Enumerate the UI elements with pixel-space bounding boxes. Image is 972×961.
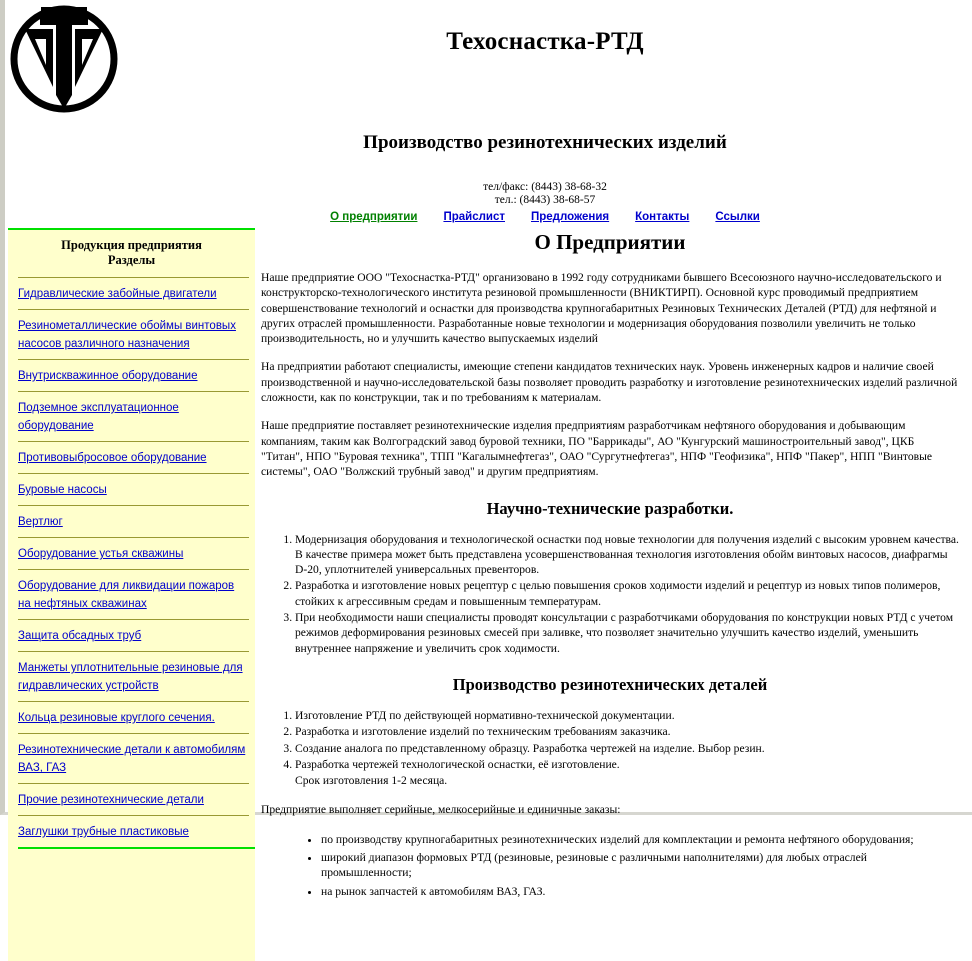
sidebar-link-label[interactable]: Заглушки трубные пластиковые [18,826,189,838]
sidebar-item-detali-vaz-gaz[interactable] [8,734,255,783]
list-item: 1. Модернизация оборудования и технологической оснастки под новые технологии для получения изделий с высоким уровнем качества. В качестве примера может быть представлена усовершенствованная технология изготовления обойм винтовых насосов, диафрагмы D-20, уплотнителей универсальных превенторов. [295,532,959,578]
sidebar [8,228,255,961]
list-item: 1. Изготовление РТД по действующей нормативно-технической документации. [295,708,959,723]
phone-fax-line: тел/факс: (8443) 38-68-32 [483,181,607,193]
sidebar-link-label[interactable]: Кольца резиновые круглого сечения. [18,712,215,724]
orders-lead: Предприятие выполняет серийные, мелкосерийные и единичные заказы: [261,803,621,817]
section-heading-research: Научно-технические разработки. [486,498,734,518]
sidebar-link-label[interactable]: Оборудование для ликвидации пожаров на нефтяных скважинах [18,580,235,610]
sidebar-item-likvidaciya-pozharov[interactable] [8,570,255,619]
sidebar-link-label[interactable]: Оборудование устья скважины [18,548,184,560]
sidebar-title-line2: Разделы [107,253,156,267]
nav-link-offers[interactable]: Предложения [531,211,610,223]
list-item: 3. При необходимости наши специалисты проводят консультации с разработчиками оборудования по конструкции новых РТД с учетом режимов деформирования резиновых смесей при заливке, что позволяет значительно улучшить качество изделий, уменьшить внутреннее напряжение и увеличить срок ходимости. [295,610,959,656]
main-navigation[interactable] [195,211,895,223]
site-subtitle: Производство резинотехнических изделий [363,132,727,153]
list-item: 2. Разработка и изготовление новых рецептур с целью повышения сроков ходимости изделий и рецептур из новых типов полимеров, стойких к агрессивным средам и повышенным температурам. [295,578,959,609]
intro-paragraph-2: На предприятии работают специалисты, имеющие степени кандидатов технических наук. Уровень инженерных кадров и наличие своей производственной и научно-исследовательской базы позволяет проводить разработку и изготовление резинотехнических изделий различной сложности, как по конструкции, так и по требованиям к материалам. [261,360,958,405]
sidebar-link-label[interactable]: Гидравлические забойные двигатели [18,288,217,300]
nav-link-pricelist[interactable]: Прайслист [443,211,505,223]
sidebar-link-label[interactable]: Буровые насосы [18,484,107,496]
sidebar-item-burovye-nasosy[interactable] [8,474,255,505]
sidebar-item-vnutriskvazhinnoe-oborudovanie[interactable] [8,360,255,391]
sidebar-item-gidravlicheskie-dvigateli[interactable] [8,278,255,309]
sidebar-link-label[interactable]: Противовыбросовое оборудование [18,452,207,464]
sidebar-item-manzhety-uplotnitelnye[interactable] [8,652,255,701]
company-logo-icon [8,3,120,115]
site-title: Техоснастка-РТД [446,28,644,55]
nav-link-links[interactable]: Ссылки [715,211,760,223]
list-item: 4. Разработка чертежей технологической оснастки, её изготовление. [295,757,959,772]
sidebar-filler [8,849,255,961]
list-item: • по производству крупногабаритных резинотехнических изделий для комплектации и ремонта нефтяного оборудования; [321,832,959,847]
list-item: 3. Создание аналога по представленному образцу. Разработка чертежей на изделие. Выбор резин. [295,741,959,756]
phone-line: тел.: (8443) 38-68-57 [494,194,596,206]
sidebar-item-rezinometallicheskie-oboymy[interactable] [8,310,255,359]
sidebar-item-zashchita-obsadnyh-trub[interactable] [8,620,255,651]
section-heading-production: Производство резинотехнических деталей [452,674,768,694]
list-item: • широкий диапазон формовых РТД (резиновые, резиновые с различными наполнителями) для любых отраслей промышленности; [321,850,959,881]
sidebar-item-kolca-rezinovye[interactable] [8,702,255,733]
research-list [261,532,959,656]
sidebar-title [8,230,255,277]
nav-link-about[interactable]: О предприятии [330,211,418,223]
sidebar-item-zaglushki-trubnye[interactable] [8,816,255,847]
sidebar-title-line1: Продукция предприятия [61,238,202,252]
sidebar-link-label[interactable]: Резинотехнические детали к автомобилям ВАЗ, ГАЗ [18,744,246,774]
production-note: Срок изготовления 1-2 месяца. [295,774,448,788]
main-content [257,228,969,909]
production-list [261,708,959,788]
list-item: • на рынок запчастей к автомобилям ВАЗ, ГАЗ. [321,884,959,899]
sidebar-link-label[interactable]: Манжеты уплотнительные резиновые для гидравлических устройств [18,662,243,692]
sidebar-link-label[interactable]: Прочие резинотехнические детали [18,794,204,806]
sidebar-item-podzemnoe-oborudovanie[interactable] [8,392,255,441]
sidebar-item-vertlyug[interactable] [8,506,255,537]
sidebar-link-label[interactable]: Подземное эксплуатационное оборудование [18,402,179,432]
sidebar-item-prochie-detali[interactable] [8,784,255,815]
page-header [5,0,972,228]
sidebar-item-protivovybrosovoe-oborudovanie[interactable] [8,442,255,473]
orders-bullet-list [261,832,959,899]
contact-info [195,181,895,207]
intro-paragraph-3: Наше предприятие поставляет резинотехнические изделия предприятиям разработчикам нефтяного оборудования и добывающим компаниям, таким как Волгоградский завод буровой техники, ПО "Баррикады", АО "Кунгурский машиностроительный завод", ЦКБ "Титан", НПО "Буровая техника", ТПП "Кагалымнефтегаз", ОАО "Сургутнефтегаз", НПФ "Геофизика", НПФ "Пакер", НПП "Винтовые системы", ОАО "Волжский трубный завод" и другим предприятиям. [261,419,933,479]
page-title: О Предприятии [534,230,686,254]
sidebar-item-oborudovanie-ustya[interactable] [8,538,255,569]
intro-paragraph-1: Наше предприятие ООО "Техоснастка-РТД" организовано в 1992 году сотрудниками бывшего Всесоюзного научно-исследовательского и конструкторско-технологического института резиновой промышленности (ВНИКТИРП). Основной курс проводимый предприятием совершенствование технологий и оснастки для производства крупногабаритных Резиновых Технических Деталей (РТД) для нефтяной и других отраслей промышленности. Разработанные новые технологии и модернизация оборудования позволили увеличить не только производительность, но и улучшить качество выпускаемых изделий [261,271,942,346]
list-item: 2. Разработка и изготовление изделий по техническим требованиям заказчика. [295,724,959,739]
sidebar-link-label[interactable]: Защита обсадных труб [18,630,142,642]
nav-link-contacts[interactable]: Контакты [635,211,690,223]
sidebar-link-label[interactable]: Вертлюг [18,516,63,528]
sidebar-link-label[interactable]: Внутрискважинное оборудование [18,370,198,382]
sidebar-link-label[interactable]: Резинометаллические обоймы винтовых насосов различного назначения [18,320,236,350]
